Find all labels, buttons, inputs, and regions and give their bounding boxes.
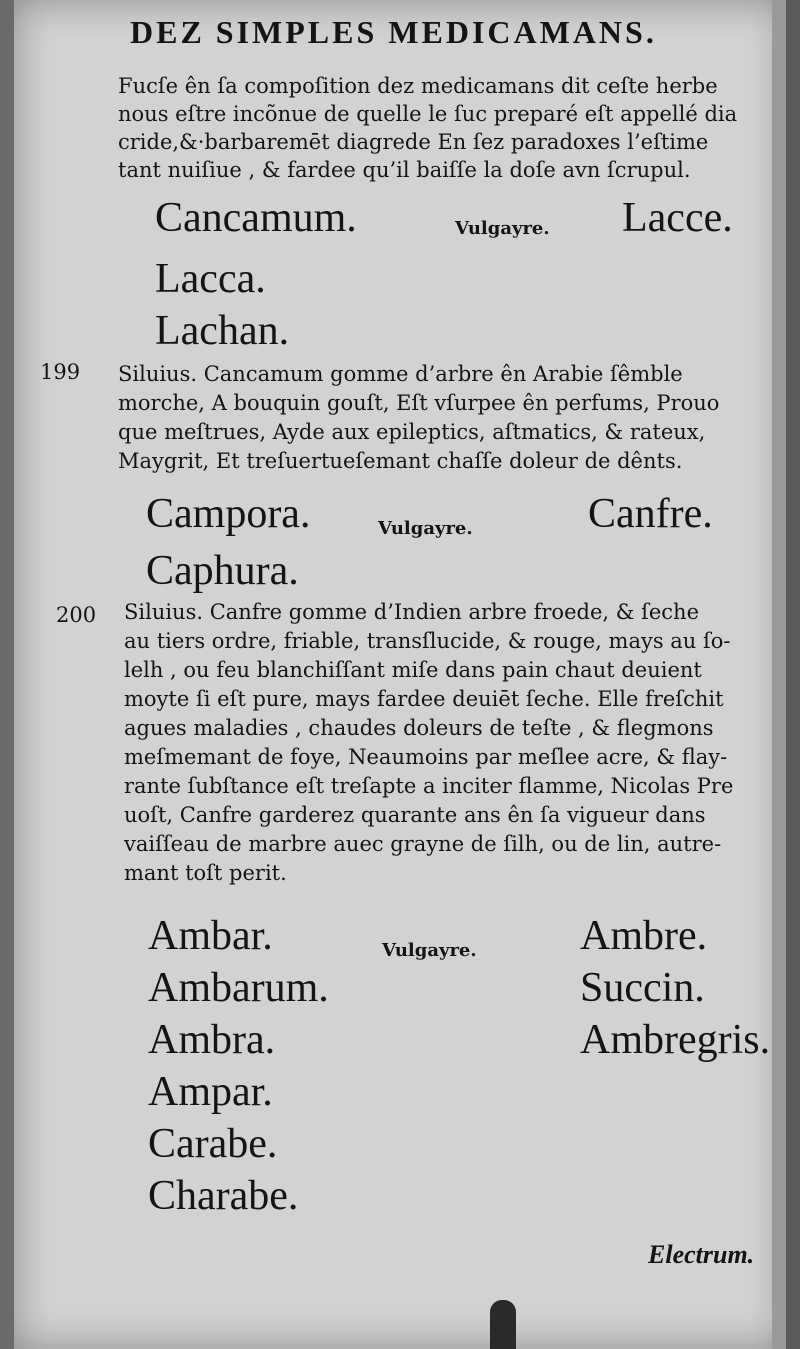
- vernacular-term: Ambregris.: [580, 1017, 771, 1063]
- vernacular-term: Succin.: [580, 965, 705, 1011]
- entry-line: Maygrit, Et treſuertueſemant chaſſe doleur de dênts.: [118, 449, 683, 473]
- intro-line: tant nuiſiue , & fardee qu’il baiſſe la doſe avn ſcrupul.: [118, 158, 691, 182]
- latin-term: Carabe.: [148, 1121, 278, 1167]
- entry-line: vaiſſeau de marbre auec grayne de ſilh, ou de lin, autre-: [124, 832, 722, 856]
- entry-line: agues maladies , chaudes doleurs de teſte , & flegmons: [124, 716, 714, 740]
- latin-term: Lachan.: [155, 308, 290, 354]
- entry-line: Siluius. Cancamum gomme d’arbre ên Arabie ſêmble: [118, 362, 683, 386]
- vernacular-term: Ambre.: [580, 913, 708, 959]
- entry-line: que meſtrues, Ayde aux epileptics, aſtmatics, & rateux,: [118, 420, 706, 444]
- latin-term: Ampar.: [148, 1069, 273, 1115]
- latin-term: Ambra.: [148, 1017, 276, 1063]
- latin-term: Charabe.: [148, 1173, 299, 1219]
- latin-term: Ambarum.: [148, 965, 329, 1011]
- entry-line: Siluius. Canfre gomme d’Indien arbre froede, & ſeche: [124, 600, 700, 624]
- entry-number: 200: [56, 603, 97, 627]
- entry-line: morche, A bouquin gouſt, Eſt vſurpee ên perfums, Prouo: [118, 391, 720, 415]
- entry-line: moyte ſi eſt pure, mays fardee deuiēt ſeche. Elle freſchit: [124, 687, 724, 711]
- entry-line: meſmemant de foye, Neaumoins par meſlee acre, & flay-: [124, 745, 728, 769]
- latin-term: Caphura.: [146, 548, 299, 594]
- entry-line: au tiers ordre, friable, transſlucide, & rouge, mays au ſo-: [124, 629, 731, 653]
- entry-line: mant toſt perit.: [124, 861, 287, 885]
- entry-line: uoſt, Canfre garderez quarante ans ên ſa vigueur dans: [124, 803, 706, 827]
- entry-line: lelh , ou feu blanchiſſant miſe dans pain chaut deuient: [124, 658, 702, 682]
- latin-term: Campora.: [146, 491, 311, 537]
- binding-mark: [490, 1300, 516, 1349]
- latin-term: Ambar.: [148, 913, 273, 959]
- vulgayre-label: Vulgayre.: [382, 940, 477, 961]
- book-gutter-shadow: [0, 0, 14, 1349]
- catchword: Electrum.: [648, 1240, 755, 1269]
- intro-line: Fucſe ên ſa compoſition dez medicamans dit ceſte herbe: [118, 74, 718, 98]
- vernacular-term: Canfre.: [588, 491, 713, 537]
- page-edge: [772, 0, 786, 1349]
- latin-term: Lacca.: [155, 256, 266, 302]
- intro-line: nous eſtre incõnue de quelle le ſuc preparé eſt appellé dia: [118, 102, 738, 126]
- running-header: DEZ SIMPLES MEDICAMANS.: [130, 14, 657, 50]
- latin-term: Cancamum.: [155, 195, 357, 241]
- intro-line: cride,&·barbaremēt diagrede En ſez paradoxes l’eſtime: [118, 130, 709, 154]
- vulgayre-label: Vulgayre.: [378, 518, 473, 539]
- vulgayre-label: Vulgayre.: [455, 218, 550, 239]
- entry-number: 199: [40, 360, 81, 384]
- entry-line: rante ſubſtance eſt treſapte a inciter flamme, Nicolas Pre: [124, 774, 734, 798]
- vernacular-term: Lacce.: [622, 195, 733, 241]
